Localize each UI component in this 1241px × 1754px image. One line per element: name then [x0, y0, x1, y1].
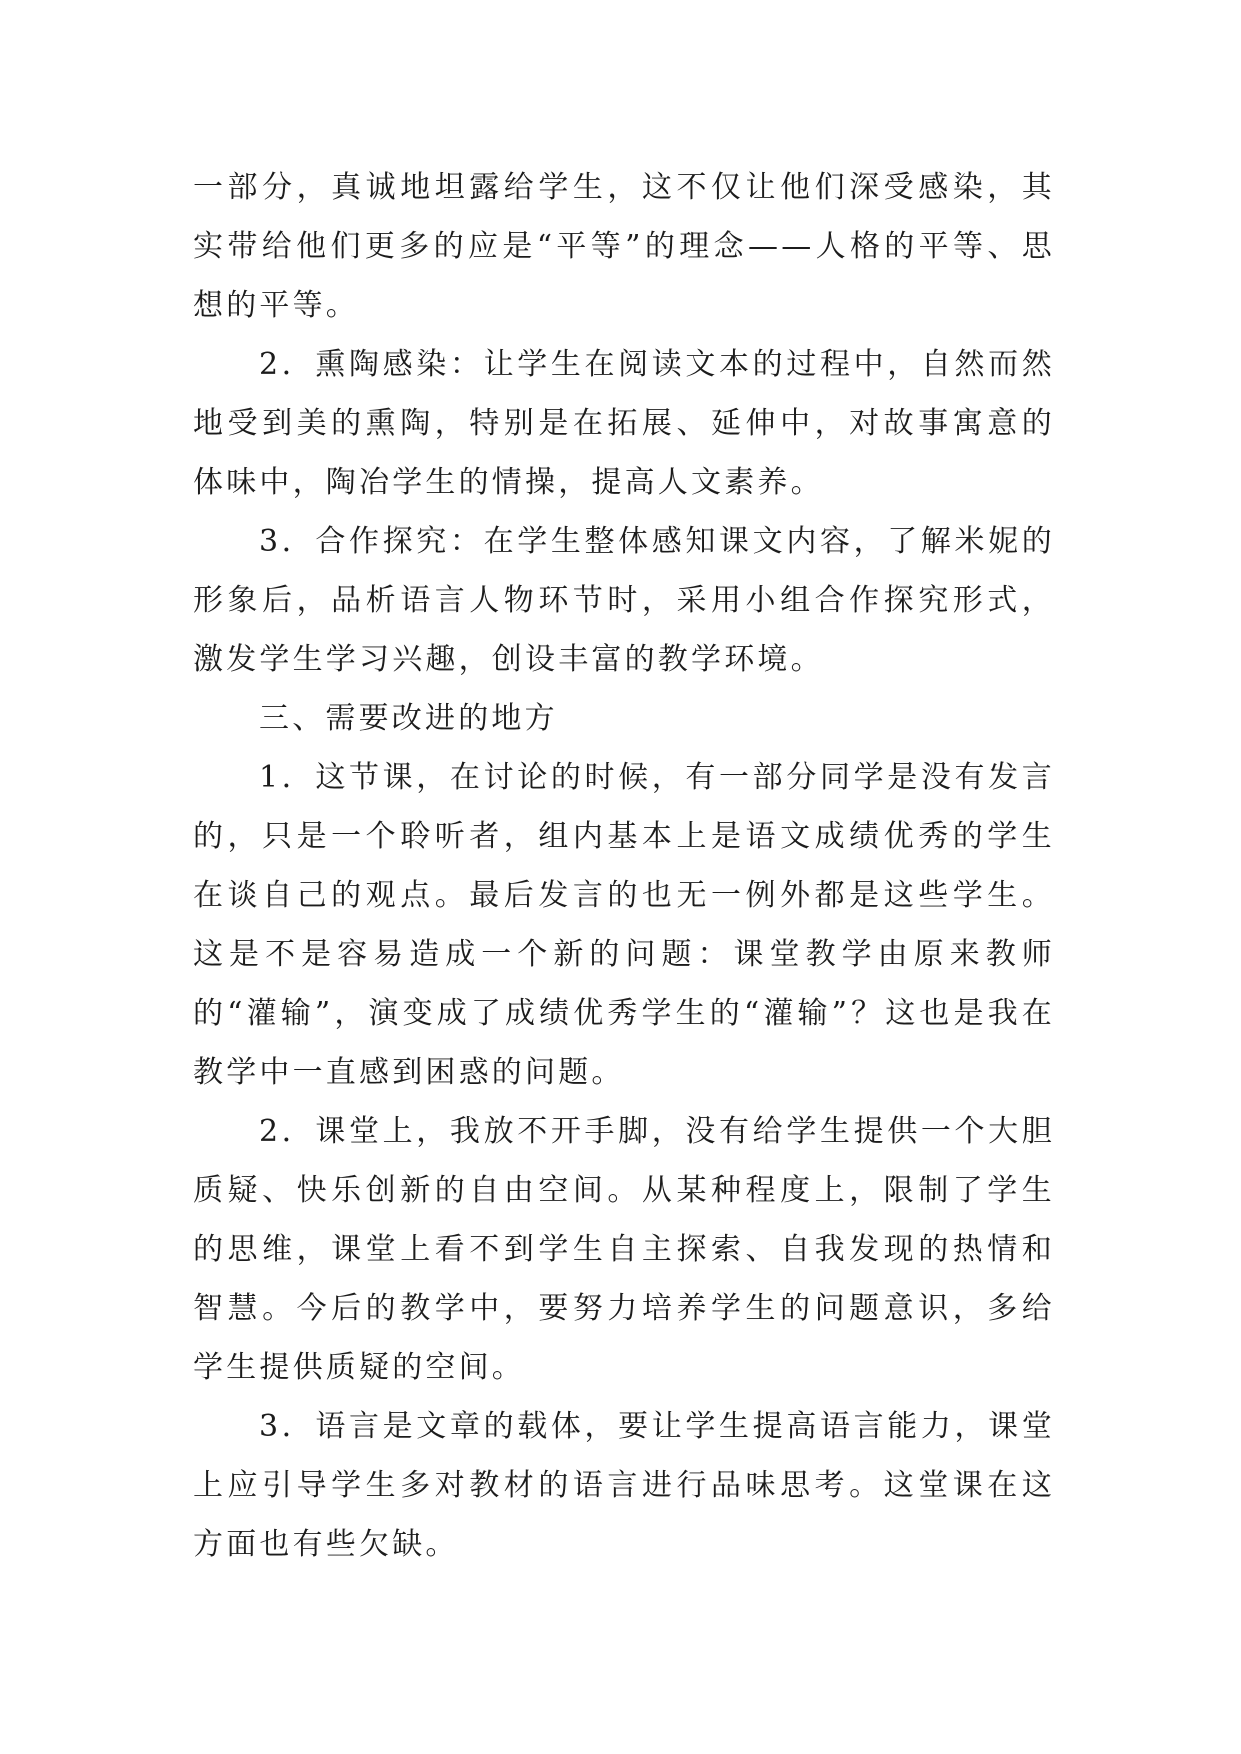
- paragraph-hezuo-tanjiu: 3．合作探究：在学生整体感知课文内容，了解米妮的形象后，品析语言人物环节时，采用小组合作探究形式，激发学生学习兴趣，创设丰富的教学环境。: [193, 524, 1055, 677]
- section-heading-improvements: 三、需要改进的地方: [259, 701, 558, 736]
- paragraph-continuation: 一部分，真诚地坦露给学生，这不仅让他们深受感染，其实带给他们更多的应是“平等”的理念——人格的平等、思想的平等。: [193, 170, 1055, 323]
- paragraph-improvement-3: 3．语言是文章的载体，要让学生提高语言能力，课堂上应引导学生多对教材的语言进行品味思考。这堂课在这方面也有些欠缺。: [193, 1409, 1055, 1562]
- paragraph-xuntao-ganran: 2．熏陶感染：让学生在阅读文本的过程中，自然而然地受到美的熏陶，特别是在拓展、延伸中，对故事寓意的体味中，陶冶学生的情操，提高人文素养。: [193, 347, 1055, 500]
- paragraph-improvement-1: 1．这节课，在讨论的时候，有一部分同学是没有发言的，只是一个聆听者，组内基本上是语文成绩优秀的学生在谈自己的观点。最后发言的也无一例外都是这些学生。这是不是容易造成一个新的问题：课堂教学由原来教师的“灌输”，演变成了成绩优秀学生的“灌输”？这也是我在教学中一直感到困惑的问题。: [193, 760, 1055, 1090]
- paragraph-improvement-2: 2．课堂上，我放不开手脚，没有给学生提供一个大胆质疑、快乐创新的自由空间。从某种程度上，限制了学生的思维，课堂上看不到学生自主探索、自我发现的热情和智慧。今后的教学中，要努力培养学生的问题意识，多给学生提供质疑的空间。: [193, 1114, 1055, 1385]
- body-text: [193, 158, 1055, 1574]
